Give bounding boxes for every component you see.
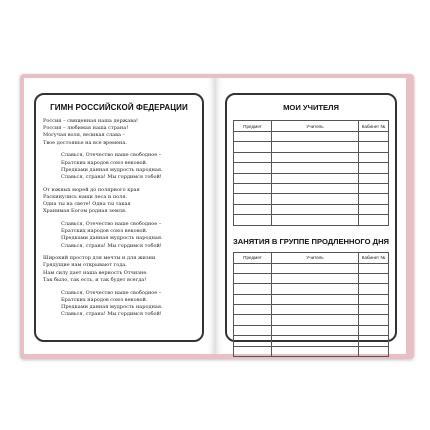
table-cell xyxy=(272,215,359,225)
table-cell xyxy=(234,194,272,204)
table-cell xyxy=(359,273,389,283)
table-cell xyxy=(234,142,272,152)
table-cell xyxy=(272,284,359,294)
table-cell xyxy=(234,273,272,283)
table-cell xyxy=(359,173,389,183)
table-cell xyxy=(272,325,359,335)
table-cell xyxy=(359,346,389,356)
table-cell xyxy=(234,294,272,304)
anthem-line: Братских народов союз вековой. xyxy=(61,296,148,303)
schedule-panel xyxy=(225,93,397,342)
table-cell xyxy=(272,142,359,152)
anthem-verse xyxy=(43,187,195,216)
table-cell xyxy=(272,132,359,142)
anthem-line: Братских народов союз вековой. xyxy=(61,228,148,235)
table-cell xyxy=(272,194,359,204)
table-cell xyxy=(359,294,389,304)
header-subject: Предмет xyxy=(234,121,272,132)
anthem-line: Славься, Отечество наше свободное – xyxy=(61,220,162,227)
table-cell xyxy=(272,294,359,304)
anthem-verse xyxy=(43,255,195,284)
teachers-header-row xyxy=(234,121,389,132)
table-cell xyxy=(272,315,359,325)
anthem-line: Предками данная мудрость народная. xyxy=(61,235,163,242)
table-cell xyxy=(359,142,389,152)
table-cell xyxy=(359,132,389,142)
afterschool-table xyxy=(233,252,389,358)
table-cell xyxy=(272,183,359,193)
header-teacher: Учитель xyxy=(272,121,359,132)
anthem-line: Грядущие нам открывают года. xyxy=(43,262,127,269)
table-cell xyxy=(272,273,359,283)
table-cell xyxy=(359,183,389,193)
table-row xyxy=(234,215,389,225)
anthem-line: Предками данная мудрость народная. xyxy=(61,303,163,310)
table-cell xyxy=(234,305,272,315)
table-cell xyxy=(234,163,272,173)
table-row xyxy=(234,132,389,142)
table-row xyxy=(234,173,389,183)
anthem-line: От южных морей до полярного края xyxy=(43,186,140,193)
table-cell xyxy=(272,305,359,315)
table-row xyxy=(234,305,389,315)
anthem-line: Россия – любимая наша страна! xyxy=(43,125,129,132)
teachers-title: МОИ УЧИТЕЛЯ xyxy=(283,103,339,112)
table-cell xyxy=(359,194,389,204)
anthem-line: Славься, страна! Мы гордимся тобой! xyxy=(61,242,162,249)
table-cell xyxy=(234,132,272,142)
anthem-text xyxy=(43,118,195,318)
anthem-line: Предками данная мудрость народная. xyxy=(61,166,163,173)
table-row xyxy=(234,152,389,162)
anthem-line: Россия – священная наша держава! xyxy=(43,118,139,124)
anthem-line: Славься, Отечество наше свободное – xyxy=(61,289,162,296)
anthem-line: Так было, так есть, и так будет всегда! xyxy=(43,276,147,283)
header-teacher: Учитель xyxy=(272,252,359,263)
header-room: Кабинет № xyxy=(359,121,389,132)
anthem-chorus xyxy=(43,290,195,319)
table-row xyxy=(234,336,389,346)
afterschool-header-row xyxy=(234,252,389,263)
table-row xyxy=(234,263,389,273)
table-cell xyxy=(234,173,272,183)
anthem-line: Раскинулись наши леса и поля. xyxy=(43,193,128,200)
right-page xyxy=(215,78,406,354)
table-row xyxy=(234,194,389,204)
table-cell xyxy=(234,346,272,356)
table-cell xyxy=(359,263,389,273)
header-room: Кабинет № xyxy=(359,252,389,263)
anthem-line: Широкий простор для мечты и для жизни xyxy=(43,255,156,262)
table-row xyxy=(234,183,389,193)
anthem-line: Твое достоянье на все времена. xyxy=(43,139,127,146)
table-cell xyxy=(234,152,272,162)
table-row xyxy=(234,294,389,304)
anthem-line: Могучая воля, великая слава – xyxy=(43,132,126,139)
table-cell xyxy=(359,336,389,346)
table-cell xyxy=(359,284,389,294)
table-cell xyxy=(272,346,359,356)
table-cell xyxy=(234,263,272,273)
anthem-verse xyxy=(43,118,195,147)
table-cell xyxy=(234,325,272,335)
table-row xyxy=(234,204,389,214)
table-row xyxy=(234,315,389,325)
anthem-line: Славься, страна! Мы гордимся тобой! xyxy=(61,311,162,318)
anthem-line: Нам силу дает наша верность Отчизне. xyxy=(43,269,148,276)
anthem-chorus xyxy=(43,152,195,181)
anthem-line: Хранимая Богом родная земля. xyxy=(43,208,127,215)
table-cell xyxy=(272,204,359,214)
table-cell xyxy=(272,336,359,346)
table-row xyxy=(234,273,389,283)
table-cell xyxy=(234,284,272,294)
table-cell xyxy=(359,305,389,315)
table-cell xyxy=(359,315,389,325)
anthem-line: Братских народов союз вековой. xyxy=(61,159,148,166)
afterschool-title: ЗАНЯТИЯ В ГРУППЕ ПРОДЛЕННОГО ДНЯ xyxy=(233,236,390,246)
teachers-table xyxy=(233,120,389,226)
left-page xyxy=(24,78,215,354)
table-cell xyxy=(272,263,359,273)
table-cell xyxy=(359,325,389,335)
table-row xyxy=(234,142,389,152)
header-subject: Предмет xyxy=(234,252,272,263)
table-row xyxy=(234,325,389,335)
table-cell xyxy=(234,336,272,346)
table-cell xyxy=(234,183,272,193)
table-row xyxy=(234,163,389,173)
table-cell xyxy=(359,204,389,214)
anthem-line: Славься, Отечество наше свободное – xyxy=(61,152,162,159)
table-cell xyxy=(359,152,389,162)
table-cell xyxy=(359,215,389,225)
anthem-title: ГИМН РОССИЙСКОЙ ФЕДЕРАЦИИ xyxy=(50,103,188,112)
table-row xyxy=(234,346,389,356)
table-cell xyxy=(272,152,359,162)
anthem-line: Славься, страна! Мы гордимся тобой! xyxy=(61,173,162,180)
table-row xyxy=(234,284,389,294)
table-cell xyxy=(359,163,389,173)
table-cell xyxy=(272,173,359,183)
anthem-line: Одна ты на свете! Одна ты такая xyxy=(43,201,131,208)
table-cell xyxy=(234,215,272,225)
table-cell xyxy=(234,315,272,325)
anthem-panel xyxy=(34,93,204,342)
table-cell xyxy=(234,204,272,214)
anthem-chorus xyxy=(43,221,195,250)
table-cell xyxy=(272,163,359,173)
